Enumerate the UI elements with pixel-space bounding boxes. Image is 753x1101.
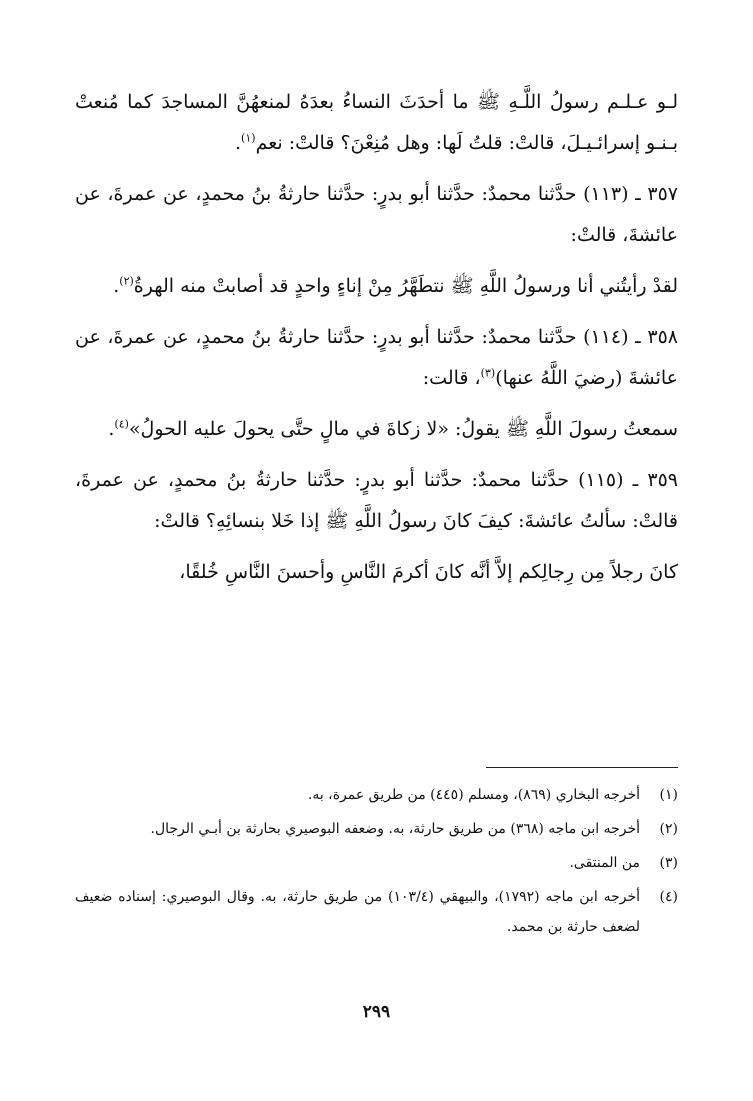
- footnote-3: (٣) من المنتقى.: [569, 855, 678, 871]
- hadith-357-isnad: ٣٥٧ ـ (١١٣) حدَّثنا محمدٌ: حدَّثنا أبو بدرٍ: حدَّثنا حارثةُ بنُ محمدٍ، عن عمرةَ، عن عائشةَ، قالتْ:: [75, 183, 678, 246]
- footnote-4: (٤) أخرجه ابن ماجه (١٧٩٢)، والبيهقي (١٠٣/٤) من طريق حارثة، به. وقال البوصيري: إسناده ضعيف لضعف حارثة بن محمد.: [75, 889, 678, 935]
- footnotes: [75, 780, 678, 946]
- hadith-357-matn: لقدْ رأيتُني أنا ورسولُ اللَّهِ ﷺ نتطَهَّرُ مِنْ إناءٍ واحدٍ قد أصابتْ منه الهرةُ$^{(٢)}$.: [113, 274, 678, 297]
- paragraph-1: لـو عـلـم رسولُ اللَّـهِ ﷺ ما أحدَثَ النساءُ بعدَهُ لمنعهُنَّ المساجدَ كما مُنعتْ بـنـو إسرائـيـلَ، قالتْ: قلتُ لَها: وهل مُنِعْنَ؟ قالتْ: نعم$^{(١)}$.: [75, 91, 678, 154]
- footnote-1: (١) أخرجه البخاري (٨٦٩)، ومسلم (٤٤٥) من طريق عمرة، به.: [307, 787, 678, 803]
- main-text: [75, 82, 678, 593]
- footnote-ref-1: (١): [241, 131, 256, 145]
- hadith-358-matn: سمعتُ رسولَ اللَّهِ ﷺ يقولُ: «لا زكاةَ في مالٍ حتَّى يحولَ عليه الحولُ»$^{(٤)}$.: [108, 417, 678, 440]
- footnote-ref-2: (٢): [119, 274, 134, 288]
- footnote-ref-4: (٤): [114, 417, 129, 431]
- footnote-divider: [486, 767, 678, 768]
- footnote-ref-3: (٣): [480, 366, 496, 380]
- page-number: ٢٩٩: [362, 1002, 391, 1022]
- hadith-359-isnad: ٣٥٩ ـ (١١٥) حدَّثنا محمدٌ: حدَّثنا أبو بدرٍ: حدَّثنا حارثةُ بنُ محمدٍ، عن عمرةَ، قالتْ: سألتُ عائشةَ: كيفَ كانَ رسولُ اللَّهِ ﷺ إذا خَلا بنسائِهِ؟ قالتْ:: [75, 469, 678, 532]
- footnote-2: (٢) أخرجه ابن ماجه (٣٦٨) من طريق حارثة، به. وضعفه البوصيري بحارثة بن أبـي الرجال.: [150, 821, 678, 837]
- hadith-359-matn: كانَ رجلاً مِن رِجالِكم إلاَّ أنَّه كانَ أكرمَ النَّاسِ وأحسنَ النَّاسِ خُلقًا،: [179, 561, 678, 583]
- hadith-358-isnad: ٣٥٨ ـ (١١٤) حدَّثنا محمدٌ: حدَّثنا أبو بدرٍ: حدَّثنا حارثةُ بنُ محمدٍ، عن عمرةَ، عن عائشةَ (رضيَ اللَّهُ عنها)$^{(٣)}$، قالت:: [75, 326, 678, 389]
